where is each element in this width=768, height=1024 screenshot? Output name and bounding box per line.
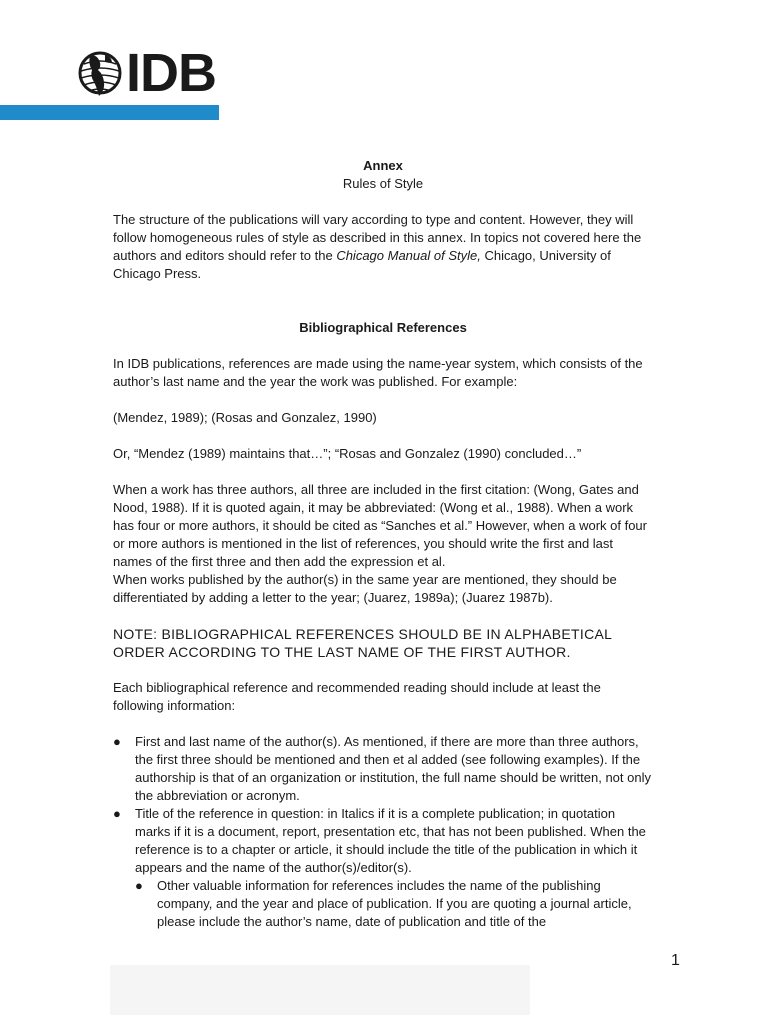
brand-stripe [0,105,219,120]
paragraph-same-year: When works published by the author(s) in the same year are mentioned, they should be differentiated by adding a letter to the year; (Juarez, 1989a); (Juarez 1987b). [113,572,617,605]
annex-intro [113,211,653,283]
info-list [113,733,653,931]
alphabetical-note: NOTE: BIBLIOGRAPHICAL REFERENCES SHOULD BE IN ALPHABETICAL ORDER ACCORDING TO THE LAST NAME OF THE FIRST AUTHOR. [113,626,612,660]
page-number: 1 [671,952,680,969]
list-item-text: First and last name of the author(s). As mentioned, if there are more than three authors, the first three should be mentioned and then et al added (see following examples). If the authorship is that of an organization or institution, the full name should be written, not only the abbreviation or acronym. [135,734,651,803]
paragraph-multiple-authors: When a work has three authors, all three are included in the first citation: (Wong, Gates and Nood, 1988). If it is quoted again, it may be abbreviated: (Wong et al., 1988). When a work has four or more authors, it should be cited as “Sanches et al.” However, when a work of four or more authors is mentioned in the list of references, you should write the first and last names of the first three and then add the expression et al. [113,482,647,569]
sub-list-item [113,877,653,931]
document-body [113,157,653,931]
bullet-icon: ● [113,806,121,821]
intro-text-1: The structure of the publications will vary according to type and content. However, they will follow homogeneous rules of style as described in this annex. In topics not covered here the authors and editors should refer to the [113,212,642,263]
list-item-text: Title of the reference in question: in Italics if it is a complete publication; in quotation marks if it is a document, report, presentation etc, that has not been published. When the reference is to a chapter or article, it should include the title of the publication in which it appears and the name of the author(s)/editor(s). [135,806,646,875]
paragraph-name-year: In IDB publications, references are made using the name-year system, which consists of the author’s last name and the year the work was published. For example: [113,356,643,389]
paragraph-required-info: Each bibliographical reference and recommended reading should include at least the following information: [113,680,601,713]
logo-text: IDB [126,43,216,103]
section-heading: Bibliographical References [299,320,467,335]
example-citation-1: (Mendez, 1989); (Rosas and Gonzalez, 1990) [113,410,377,425]
list-item [113,805,653,877]
footer-shade [110,965,530,1015]
bullet-icon: ● [135,878,143,893]
idb-logo [78,44,216,102]
globe-icon [78,44,122,102]
list-item-text: Other valuable information for references includes the name of the publishing company, and the year and place of publication. If you are quoting a journal article, please include the author’s name, date of publication and title of the [157,878,632,929]
annex-subtitle: Rules of Style [342,176,424,191]
chicago-manual-title: Chicago Manual of Style, [336,248,481,263]
annex-title: Annex [363,158,403,173]
example-citation-2: Or, “Mendez (1989) maintains that…”; “Rosas and Gonzalez (1990) concluded…” [113,446,582,461]
intro-text-2: Chicago, University of Chicago Press. [113,248,611,281]
bullet-icon: ● [113,734,121,749]
list-item [113,733,653,805]
